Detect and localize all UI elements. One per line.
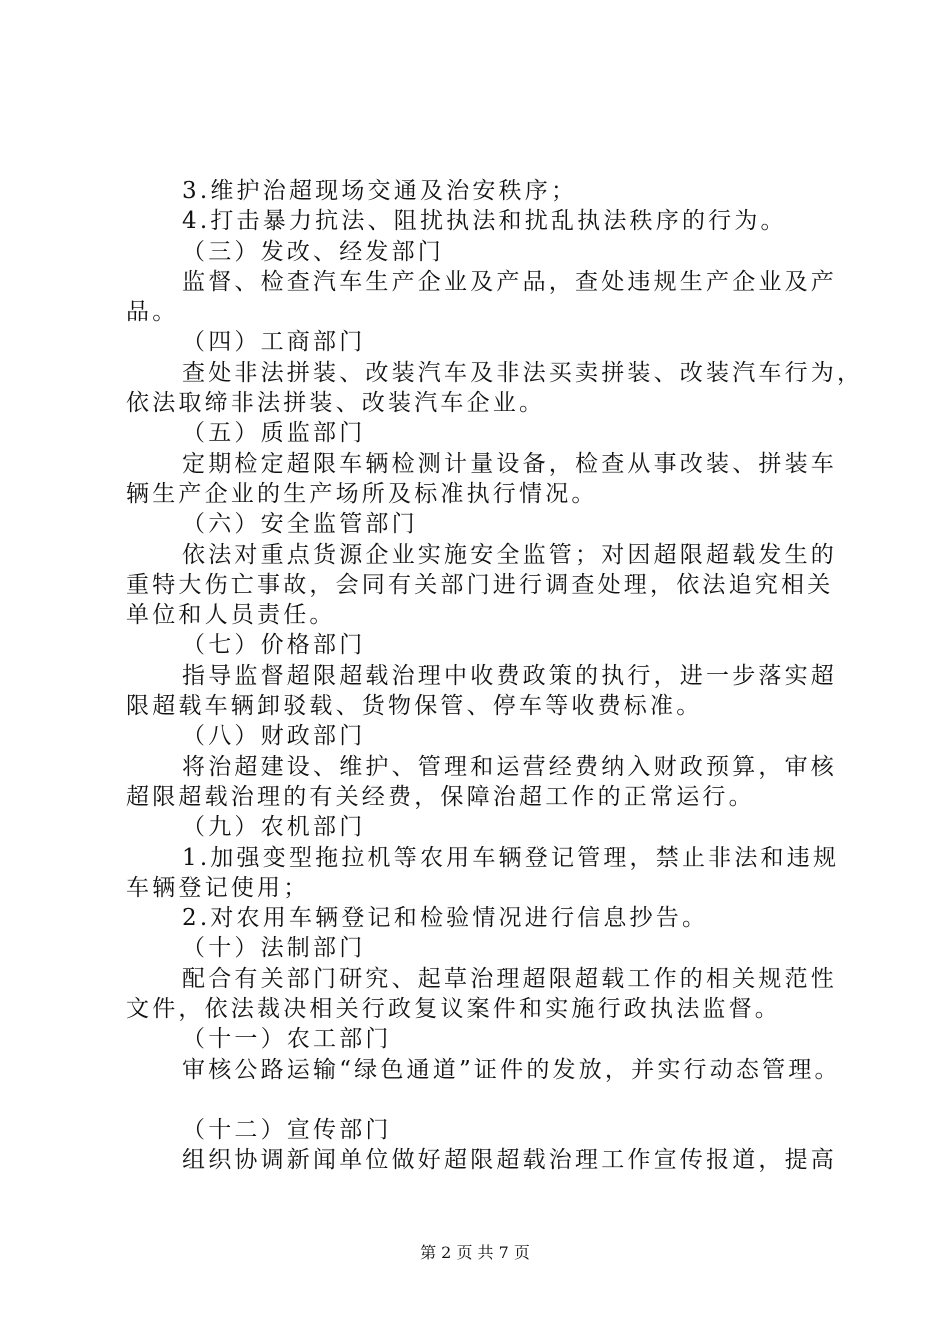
section-heading: （九）农机部门	[182, 814, 366, 841]
list-item-2: 2.对农用车辆登记和检验情况进行信息抄告。	[182, 905, 709, 932]
paragraph-line: 将治超建设、维护、管理和运营经费纳入财政预算，审核	[182, 753, 837, 780]
paragraph-line: 查处非法拼装、改装汽车及非法买卖拼装、改装汽车行为，	[182, 359, 864, 386]
paragraph-line: 超限超载治理的有关经费，保障治超工作的正常运行。	[126, 783, 755, 810]
paragraph-line: 审核公路运输“绿色通道”证件的发放，并实行动态管理。	[182, 1056, 841, 1083]
document-body	[126, 176, 864, 1176]
paragraph-line: 重特大伤亡事故，会同有关部门进行调查处理，依法追究相关	[126, 571, 834, 598]
section-heading: （十一）农工部门	[182, 1026, 392, 1053]
section-heading: （三）发改、经发部门	[182, 238, 444, 265]
paragraph-line: 依法取缔非法拼装、改装汽车企业。	[126, 390, 546, 417]
paragraph-line: 监督、检查汽车生产企业及产品，查处违规生产企业及产	[182, 268, 837, 295]
page-footer: 第 2 页 共 7 页	[420, 1243, 530, 1262]
paragraph-line: 车辆登记使用；	[126, 874, 310, 901]
section-heading: （八）财政部门	[182, 723, 366, 750]
list-item-4: 4.打击暴力抗法、阻扰执法和扰乱执法秩序的行为。	[182, 208, 787, 235]
section-heading: （七）价格部门	[182, 632, 366, 659]
list-item-3: 3.维护治超现场交通及治安秩序；	[182, 178, 578, 204]
paragraph-line: 定期检定超限车辆检测计量设备，检查从事改装、拼装车	[182, 450, 837, 477]
blank-line	[126, 1085, 846, 1115]
paragraph-line: 指导监督超限超载治理中收费政策的执行，进一步落实超	[182, 662, 837, 689]
paragraph-line: 组织协调新闻单位做好超限超载治理工作宣传报道，提高	[182, 1147, 837, 1174]
paragraph-line: 品。	[126, 299, 179, 326]
paragraph-line: 辆生产企业的生产场所及标准执行情况。	[126, 480, 598, 507]
section-heading: （六）安全监管部门	[182, 511, 418, 538]
paragraph-line: 依法对重点货源企业实施安全监管；对因超限超载发生的	[182, 541, 837, 568]
paragraph-line: 文件，依法裁决相关行政复议案件和实施行政执法监督。	[126, 996, 781, 1023]
section-heading: （五）质监部门	[182, 420, 366, 447]
paragraph-line: 配合有关部门研究、起草治理超限超载工作的相关规范性	[182, 965, 837, 992]
section-heading: （十二）宣传部门	[182, 1116, 392, 1143]
paragraph-line: 单位和人员责任。	[126, 602, 336, 629]
section-heading: （十）法制部门	[182, 935, 366, 962]
paragraph-line: 限超载车辆卸驳载、货物保管、停车等收费标准。	[126, 693, 703, 720]
list-item-1: 1.加强变型拖拉机等农用车辆登记管理，禁止非法和违规	[182, 844, 840, 871]
section-heading: （四）工商部门	[182, 329, 366, 356]
